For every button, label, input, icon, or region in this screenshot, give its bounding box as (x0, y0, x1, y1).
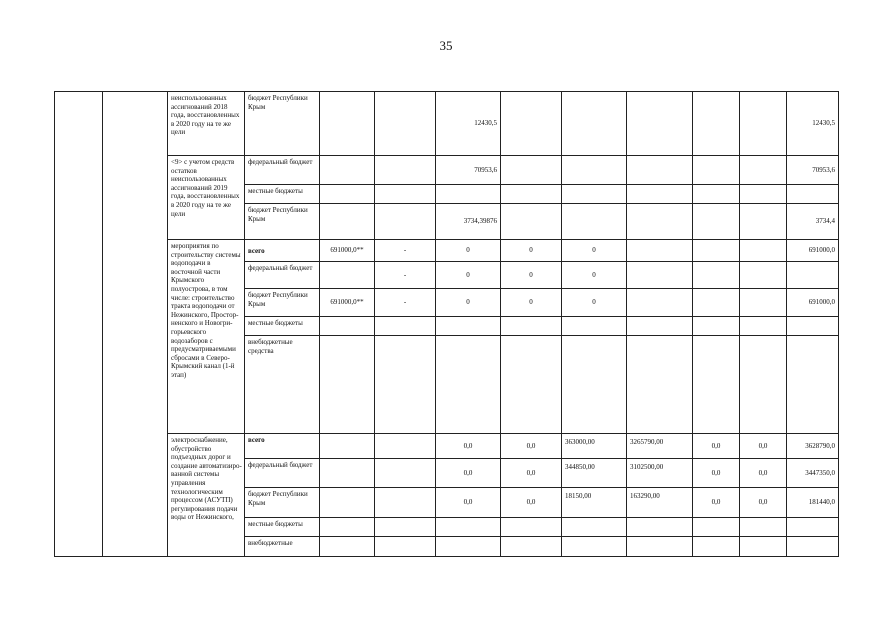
funding-source: бюджет Республики Крым (245, 289, 320, 317)
row-description: неиспользованных ассигнований 2018 года, восстановленных в 2020 году на те же цели (168, 92, 245, 156)
total-cell: 3734,4 (787, 204, 839, 240)
value-cell: 0 (436, 289, 501, 317)
value-cell: 0 (562, 240, 627, 262)
value-cell: 0,0 (436, 459, 501, 488)
funding-source: всего (245, 240, 320, 262)
funding-source: бюджет Республики Крым (245, 92, 320, 156)
value-cell: 0,0 (501, 459, 562, 488)
value-cell: 0 (501, 289, 562, 317)
value-cell: 0,0 (436, 434, 501, 459)
value-cell: 0,0 (693, 459, 740, 488)
value-cell: 0,0 (740, 459, 787, 488)
value-cell: 0,0 (740, 488, 787, 518)
row-description: <9> с учетом средств остатков неиспользованных ассигнований 2019 года, восстановленных в 2020 году на те же цели (168, 156, 245, 240)
value-cell: 0 (501, 240, 562, 262)
value-cell: 3734,39876 (436, 204, 501, 240)
funding-source: бюджет Республики Крым (245, 204, 320, 240)
value-cell: 0 (436, 240, 501, 262)
value-cell: 0,0 (436, 488, 501, 518)
value-cell: 3265790,00 (627, 434, 693, 459)
value-cell: 344850,00 (562, 459, 627, 488)
budget-table (54, 91, 839, 557)
value-cell: 691000,0** (320, 240, 375, 262)
value-cell: 363000,00 (562, 434, 627, 459)
code-column (103, 92, 168, 557)
value-cell: 0,0 (693, 488, 740, 518)
table-row (55, 156, 839, 185)
row-description: электроснабжение, обустройство подъездных дорог и создание автоматизированной системы управления технологическим процессом (АСУТП) регулирования подачи воды от Нежинского, (168, 434, 245, 557)
total-cell: 12430,5 (787, 92, 839, 156)
value-cell: - (375, 240, 436, 262)
value-cell: 163290,00 (627, 488, 693, 518)
total-cell: 70953,6 (787, 156, 839, 185)
value-cell: - (375, 289, 436, 317)
value-cell: 0,0 (740, 434, 787, 459)
funding-source: местные бюджеты (245, 185, 320, 204)
value-cell: 12430,5 (436, 92, 501, 156)
row-description: мероприятия по строительству системы водоподачи в восточной части Крымского полуострова, в том числе: строительство тракта водоподачи от Нежинского, Просторненского и Новогригорьевского водозаборов с предусматриваемыми сбросами в Северо-Крымский канал (1-й этап) (168, 240, 245, 434)
value-cell: 691000,0** (320, 289, 375, 317)
funding-source: местные бюджеты (245, 518, 320, 537)
value-cell: 70953,6 (436, 156, 501, 185)
funding-source: внебюджетные (245, 537, 320, 557)
funding-source: внебюджетные средства (245, 336, 320, 434)
value-cell: 0,0 (501, 434, 562, 459)
funding-source: местные бюджеты (245, 317, 320, 336)
funding-source: федеральный бюджет (245, 156, 320, 185)
value-cell: 0 (501, 262, 562, 289)
value-cell: 0 (562, 262, 627, 289)
table-row (55, 240, 839, 262)
value-cell: 0 (436, 262, 501, 289)
table-row (55, 434, 839, 459)
funding-source: бюджет Республики Крым (245, 488, 320, 518)
total-cell: 691000,0 (787, 289, 839, 317)
value-cell: - (375, 262, 436, 289)
page-number: 35 (439, 38, 453, 53)
value-cell: 0 (562, 289, 627, 317)
value-cell: 18150,00 (562, 488, 627, 518)
value-cell: 0,0 (501, 488, 562, 518)
number-column (55, 92, 103, 557)
funding-source: всего (245, 434, 320, 459)
total-cell: 3628790,0 (787, 434, 839, 459)
total-cell: 3447350,0 (787, 459, 839, 488)
table-row (55, 92, 839, 156)
value-cell: 0,0 (693, 434, 740, 459)
total-cell: 181440,0 (787, 488, 839, 518)
funding-source: федеральный бюджет (245, 262, 320, 289)
total-cell: 691000,0 (787, 240, 839, 262)
funding-source: федеральный бюджет (245, 459, 320, 488)
value-cell: 3102500,00 (627, 459, 693, 488)
